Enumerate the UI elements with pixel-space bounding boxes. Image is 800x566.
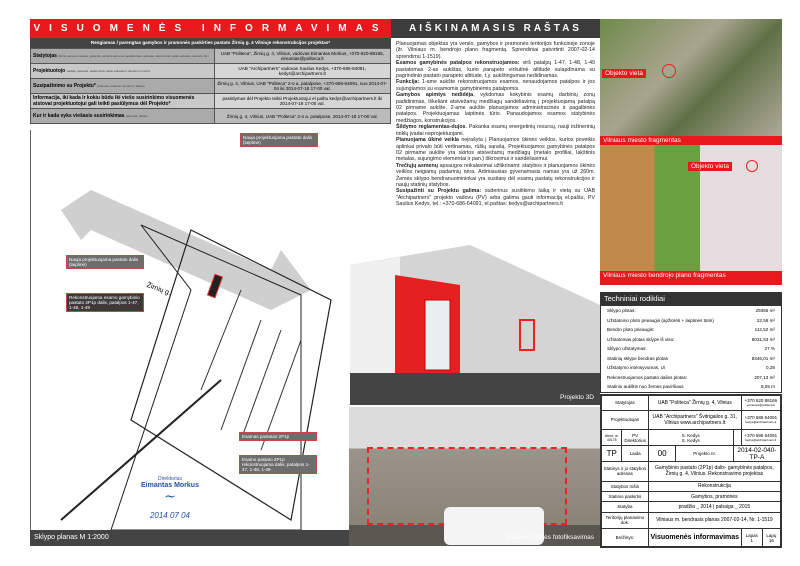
- info-hint: (adresas, laikas): [125, 114, 148, 118]
- sheet-label: Brėžinys:: [602, 529, 649, 547]
- tech-row: [601, 354, 781, 364]
- info-row: [31, 79, 391, 94]
- info-label-cell: [31, 94, 215, 109]
- tech-key: Statinio aukštis nuo žemės paviršiaus: [607, 384, 684, 389]
- object-location-label-2: Objekto vieta: [688, 162, 732, 171]
- callout-new-part: Nauja projektuojama pastato dalis (laiptinė): [240, 133, 318, 147]
- sheet-count-label: Lapų: [766, 532, 777, 538]
- tech-key: Sklypo plotas:: [607, 308, 636, 313]
- sheet-no-label: Lapas: [745, 532, 758, 538]
- tech-value: 8031,53 m²: [751, 336, 775, 342]
- tech-value: 207,13 m²: [754, 374, 775, 380]
- paragraph-heading: Trečiųjų asmenų: [396, 162, 438, 169]
- info-label: Informacija, iki kada ir kokiu būdu iki viešo susirinkimo visuomenės atstovai projektuotojui gali teikti pasiūlymus dėl Projekto*: [33, 95, 195, 107]
- sheet-title: Visuomenės informavimas: [648, 529, 741, 547]
- tech-value: 8,05 m: [760, 384, 775, 389]
- owner-mail: eimantas@politeca.lt: [746, 403, 775, 408]
- paragraph-text: suderinus susitikimo laiką ir vietą su UAB "Archipartners" projekto vadovu (PV) arba galima gauti informaciją el.paštu, PV Saulius Kedys, tel.: +370-686-64091, el.paštas: kedys@archipartners.lt: [396, 188, 595, 208]
- designer: UAB "Archipartners" Švitrigailos g. 31, Vilnius www.archipartners.lt: [648, 410, 741, 429]
- info-label: Statytojas: [33, 53, 57, 59]
- pv-name: S. Kedys: [681, 432, 700, 438]
- callout-new-part-2: Nauja projektuojama pastato dalis (laiptinė): [66, 255, 144, 269]
- info-label-cell: [31, 109, 215, 124]
- tech-row: [601, 363, 781, 373]
- director-name: S. Kedys: [681, 437, 700, 443]
- map2-caption: Vilniaus miesto bendrojo plano fragmentas: [600, 271, 782, 285]
- tech-key: Užstatomo ploto prieaugis (apžiūrėti + laiptinės tūris): [607, 317, 714, 323]
- designer-label: Projektuotojas: [602, 410, 649, 429]
- info-table: [30, 38, 391, 124]
- info-value: pasiūlymus dėl Projekto teikti Projektuotojui el paštu kedys@archipartners.lt iki 2014-07-18 17-00 val.: [214, 94, 390, 109]
- object: Gamybinio pastato (2P1p) dalis- gamybinės patalpos, Žirnių g. 4, Vilnius. Rekonstravimo projektas: [648, 462, 780, 481]
- building-render: [350, 245, 600, 373]
- paragraph-text: virš patalpų 1-47, 1-48, 1-49 pastatomas 2-as aukštas, kurio parapeto viršutinė altitudė sulapdinama su pagrindinio pastato parapeto altitude, t.y. aukštingumas nedidinamas.: [396, 60, 595, 80]
- photo-caption: Esamos būklės fotofiksavimas: [506, 534, 594, 541]
- attestation-no: Atest. nr. 43178: [602, 430, 622, 446]
- tech-value: 29355 m²: [755, 308, 775, 313]
- city-fragment-map: [600, 19, 782, 145]
- info-hint: (adresas, telefono numeris ir laikas): [97, 84, 145, 88]
- stage: TP: [602, 446, 622, 462]
- explanatory-header: AIŠKINAMASIS RAŠTAS: [391, 19, 600, 38]
- explanatory-paragraph: [396, 92, 595, 124]
- info-row: [31, 49, 391, 64]
- owner: UAB "Politeca" Žirnių g. 4, Vilnius: [648, 396, 741, 411]
- signature-block: Direktorius Eimantas Morkus ~ 2014 07 04: [141, 476, 199, 520]
- tech-indicators-title: Techniniai rodikliai: [600, 292, 782, 305]
- plan-doc-label: Teritorijų planavimo dok.: [602, 512, 649, 528]
- tech-row: [601, 382, 781, 392]
- callout-reconstructed: Rekonstruojama esamo gamybinio pastato 2P1p dalis, patalpos 1-47, 1-48, 1-49: [66, 293, 144, 312]
- explanatory-paragraph: [396, 124, 595, 137]
- paragraph-text: Planuojamas objektas yra verslo, gamybos ir pramonės teritorijos funkcinėje zonoje (žr. Vilniaus m. bendrojo plano fragmentą. Sprendiniai patvirtinti 2007-02-14 sprendimu 1-1519).: [396, 41, 595, 60]
- explanatory-paragraph: [396, 60, 595, 79]
- paragraph-text: apsaugos reikalavimai užtikrinami: statybos ir planuojamos ūkinės veiklos neigiamų padarinių nėra. Artimiausias gyvenamasis namas yra už 260m. Žemės sklypo bendranuomininkai yra susitarę dėl esamų pastatų rekonstrukcijos ir naujų statinių statybos.: [396, 162, 595, 188]
- render-caption: Projekto 3D: [560, 394, 594, 401]
- public-info-header: VISUOMENĖS INFORMAVIMAS: [30, 19, 391, 38]
- designer-phone: +370 686 64091: [744, 415, 778, 421]
- info-label-cell: [31, 79, 215, 94]
- info-value: UAB "Archipartners" vadovas Saulius Kedys, +370-686-64091, kedys@archipartners.lt: [214, 64, 390, 79]
- owner-phone: +370 620 88166: [744, 398, 778, 404]
- location-circle-icon: [746, 160, 758, 172]
- paragraph-text: , vykdomas kokybinis esamų darbinių zonų padidinimas, iškeliant atsivežamų medžiagų sandėliavimą į projektuojamą patalpą 02 pirmame aukšte. 2-ame aukšte planuojamos administracinės ir pagalbinės patalpos. Projektuojamas laiptinės tūris. Panaudojamos esamos statybinės medžiagos, konstrukcijos.: [396, 92, 595, 124]
- tech-row: [601, 335, 781, 345]
- type-label: Statybos rūšis: [602, 481, 649, 491]
- project-no-label: Projekto nr.: [676, 446, 733, 462]
- tech-value: 0,28: [766, 365, 775, 370]
- tech-key: Rekonstruojamos pastato dalies plotas:: [607, 374, 688, 380]
- sheet-count: 16: [768, 537, 774, 543]
- existing-condition-photo: [349, 407, 600, 546]
- explanatory-paragraph: [396, 137, 595, 163]
- title-block: [600, 394, 782, 548]
- paragraph-text: neįrašyta į Planuojamos ūkinės veiklos, kurios poveikis aplinkai privalo būti vertinamas, rūšių sąrašą. Projektuojamos gamybinės patalpos 02 pirmame aukšte yra skirtos atsivežamų medžiagų (metalo profiliai, lakštinis metalas, sujungimo elementai ir pan.) iškrovimui ir sandėliavimui.: [396, 137, 595, 163]
- paragraph-heading: Gamybos apimtys nedidėja: [396, 92, 474, 99]
- info-label-cell: [31, 49, 215, 64]
- paragraph-text: 1-ame aukšte rekonstruojamos esamos, nenaudojamos patalpos ir jos sujungiamos su esamomis gamybinėmis patalpomis.: [396, 79, 595, 92]
- street-arrow: [61, 190, 311, 310]
- signature-title: Direktorius: [158, 476, 182, 482]
- info-value: Žirnių g. 4, Vilnius, UAB "Politeca" 2-o a. patalpose, 2014-07-18 17-00 val.: [214, 109, 390, 124]
- edition: 00: [648, 446, 676, 462]
- tech-value: 27 %: [764, 346, 775, 351]
- owner-label: Statytojas: [602, 396, 649, 411]
- signature-name: Eimantas Morkus: [141, 482, 199, 489]
- info-row: [31, 94, 391, 109]
- object-location-label: Objekto vieta: [602, 69, 646, 78]
- info-row: [31, 64, 391, 79]
- paragraph-heading: Esamos gamybinės patalpos rekonstruojamos:: [396, 60, 520, 67]
- pv-label: PV: [632, 432, 639, 438]
- callout-existing: Esamas pastatas 2P1p: [239, 432, 317, 441]
- callout-existing-part: Esamo pastato 2P1p rekonstruojama dalis, patalpos 1-47, 1-48, 1-49: [239, 455, 317, 474]
- site-plan: [30, 130, 350, 546]
- phone2: +370 686 64091: [744, 433, 778, 439]
- info-label: Kur ir kada vyks viešasis susirinkimas: [33, 113, 125, 119]
- tech-key: Bendro ploto prieaugis:: [607, 327, 655, 332]
- tech-row: [601, 316, 781, 326]
- info-hint: vardas, pavardė, elektroninio pašto adresas ir telefono numeris: [66, 69, 151, 73]
- location-circle-icon: [662, 64, 676, 78]
- info-label-cell: [31, 64, 215, 79]
- paragraph-heading: Funkcija:: [396, 79, 420, 86]
- edition-label: Laida: [622, 446, 648, 462]
- paragraph-heading: Susipažinti su Projektu galima:: [396, 188, 482, 195]
- build-label: Statyba: [602, 502, 649, 512]
- explanatory-paragraph: [396, 188, 595, 207]
- signature-date: 2014 07 04: [149, 511, 190, 520]
- explanatory-paragraph: [396, 41, 595, 60]
- mail2: kedys@archipartners.lt: [745, 438, 777, 443]
- tech-row: [601, 325, 781, 335]
- explanatory-paragraph: [396, 79, 595, 92]
- info-value: UAB "Politeca", Žirnių g. 4, Vilnius, vadovas Eimantas Morkus, +370-620-88166, eimantas@politeca.lt: [214, 49, 390, 64]
- explanatory-text: [391, 38, 600, 245]
- info-hint: (fizinio asmens vardas, pavardė, juridinio asmens pavadinimas, adresas, elektroninio pašto adresas, telefono Nr.): [58, 54, 209, 58]
- plan-doc: Vilniaus m. bendrasis planas 2007-02-14, Nr. 1-1519: [648, 512, 780, 528]
- purpose-label: Statinio paskirtis: [602, 491, 649, 501]
- sheet-no: 1: [750, 537, 754, 543]
- map1-caption: Vilniaus miesto fragmentas: [600, 136, 782, 145]
- tech-key: Sklypo užstatymas:: [607, 346, 647, 351]
- info-label: Projektuotojo: [33, 68, 66, 74]
- tech-row: [601, 373, 781, 383]
- purpose: Gamybos, pramonės: [648, 491, 780, 501]
- tech-value: 22,56 m²: [756, 317, 775, 323]
- tech-value: 112,52 m²: [754, 327, 775, 332]
- street-label: Žirnių g.: [145, 281, 172, 298]
- construction-type: Rekonstrukcija: [648, 481, 780, 491]
- info-row: [31, 109, 391, 124]
- project-subtitle: Rengiamas / parengtas gamybos ir pramonės paskirties pastato Žirnių g. 4 Vilniuje rekonstrukcijos projektas*: [30, 38, 391, 48]
- explanatory-paragraph: [396, 163, 595, 189]
- paragraph-text: . Pakanka esamų energetinių resursų, nauji inžinerinių tinklų įvadai neprojektuojami.: [396, 124, 595, 137]
- tech-key: Užstatymo intensyvumas, Ui: [607, 365, 665, 370]
- paragraph-heading: Šildymo reglamentas-dujos: [396, 124, 466, 131]
- build-period: pradžia _ 2014 | pabaiga _ 2015: [648, 502, 780, 512]
- object-label: Statinys ir jo statybos adresas: [602, 462, 649, 481]
- tech-value: 8346,01 m²: [751, 355, 775, 361]
- tech-indicators: [600, 305, 782, 393]
- project-no: 2014-02-040-TP-A: [733, 446, 780, 462]
- general-plan-map: [600, 145, 782, 285]
- designer-mail: kedys@archipartners.lt: [745, 420, 777, 425]
- director-label: Direktorius: [624, 437, 646, 443]
- info-value: Žirnių g. 4, Vilnius, UAB "Politeca" 2-o a. patalpose, +370-686-64091, nuo 2014-07-04 iki 2014-07-18 17-00 val.: [214, 79, 390, 94]
- tech-key: Statinių sklype bendras plotas: [607, 355, 669, 361]
- site-plan-caption: Sklypo planas M 1:2000: [30, 530, 350, 546]
- project-3d-render: [350, 245, 600, 405]
- tech-row: [601, 306, 781, 316]
- tech-row: [601, 344, 781, 354]
- info-label: Susipažinimo su Projektu*: [33, 83, 96, 89]
- tech-key: Užstatomas plotas sklype iš viso:: [607, 336, 675, 342]
- paragraph-heading: Planuojama ūkinė veikla: [396, 137, 459, 144]
